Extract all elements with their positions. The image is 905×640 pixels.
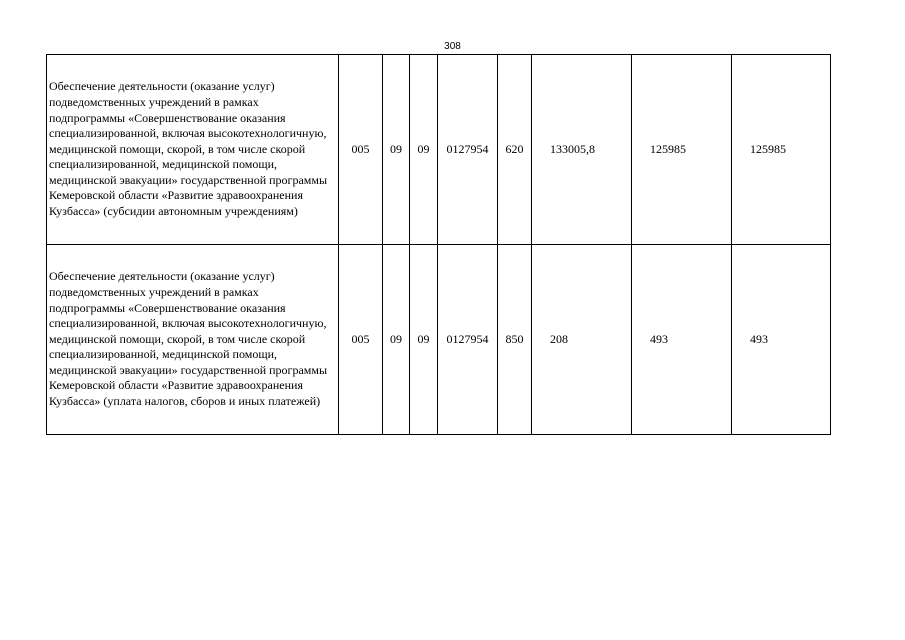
budget-table [46,54,831,435]
section-code-cell: 09 [383,55,410,245]
amount-2-cell: 493 [632,245,732,435]
section-code-cell: 09 [383,245,410,435]
ministry-code-cell: 005 [339,55,383,245]
expense-type-cell: 850 [498,245,532,435]
amount-3-cell: 493 [732,245,831,435]
row-description: Обеспечение деятельности (оказание услуг) подведомственных учреждений в рамках подпрограммы «Совершенствование оказания специализированной, включая высокотехнологичную, медицинской помощи, скорой, в том числе скорой специализированной, медицинской помощи, медицинской эвакуации» государственной программы Кемеровской области «Развитие здравоохранения Кузбасса» (уплата налогов, сборов и иных платежей) [49,269,328,409]
amount-3-cell: 125985 [732,55,831,245]
ministry-code-cell: 005 [339,245,383,435]
amount-1-cell: 208 [532,245,632,435]
amount-2-cell: 125985 [632,55,732,245]
expense-type-cell: 620 [498,55,532,245]
table-row [47,55,831,245]
row-description: Обеспечение деятельности (оказание услуг) подведомственных учреждений в рамках подпрограммы «Совершенствование оказания специализированной, включая высокотехнологичную, медицинской помощи, скорой, в том числе скорой специализированной, медицинской помощи, медицинской эвакуации» государственной программы Кемеровской области «Развитие здравоохранения Кузбасса» (субсидии автономным учреждениям) [49,79,328,219]
subsection-code-cell: 09 [410,55,438,245]
amount-1-cell: 133005,8 [532,55,632,245]
subsection-code-cell: 09 [410,245,438,435]
target-article-cell: 0127954 [438,245,498,435]
row-description-cell [47,55,339,245]
target-article-cell: 0127954 [438,55,498,245]
page-number: 308 [444,41,461,52]
table-row [47,245,831,435]
row-description-cell [47,245,339,435]
